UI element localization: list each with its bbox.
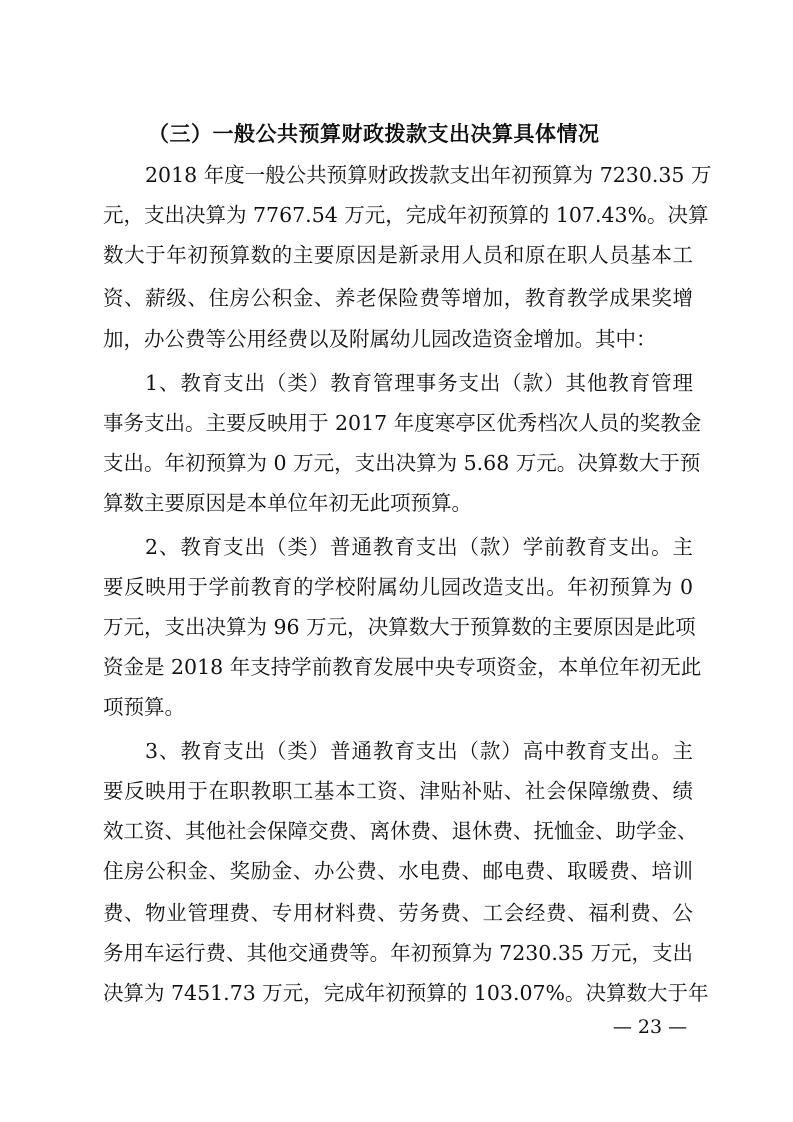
paragraph-4-line-4: 住房公积金、奖励金、办公费、水电费、邮电费、取暖费、培训 — [103, 859, 693, 883]
paragraph-3-line-5: 项预算。 — [103, 695, 185, 719]
section-heading: （三）一般公共预算财政拨款支出决算具体情况 — [148, 121, 600, 146]
paragraph-2-line-3: 支出。年初预算为 0 万元，支出决算为 5.68 万元。决算数大于预 — [103, 451, 701, 475]
paragraph-1-line-3: 数大于年初预算数的主要原因是新录用人员和原在职人员基本工 — [103, 243, 693, 267]
paragraph-2-line-4: 算数主要原因是本单位年初无此项预算。 — [103, 491, 472, 515]
paragraph-3-line-2: 要反映用于学前教育的学校附属幼儿园改造支出。年初预算为 0 — [103, 575, 693, 599]
paragraph-1-line-1: 2018 年度一般公共预算财政拨款支出年初预算为 7230.35 万 — [145, 163, 712, 187]
paragraph-1-line-5: 加，办公费等公用经费以及附属幼儿园改造资金增加。其中： — [103, 327, 657, 351]
paragraph-1-line-2: 元，支出决算为 7767.54 万元，完成年初预算的 107.43%。决算 — [103, 203, 709, 227]
page-number: — 23 — — [612, 1016, 688, 1038]
paragraph-3-line-4: 资金是 2018 年支持学前教育发展中央专项资金，本单位年初无此 — [103, 655, 702, 679]
paragraph-3-line-1: 2、教育支出（类）普通教育支出（款）学前教育支出。主 — [145, 535, 693, 559]
paragraph-4-line-3: 效工资、其他社会保障交费、离休费、退休费、抚恤金、助学金、 — [103, 819, 698, 843]
paragraph-4-line-5: 费、物业管理费、专用材料费、劳务费、工会经费、福利费、公 — [103, 901, 693, 925]
paragraph-2-line-1: 1、教育支出（类）教育管理事务支出（款）其他教育管理 — [145, 371, 693, 395]
paragraph-4-line-7: 决算为 7451.73 万元，完成年初预算的 103.07%。决算数大于年 — [103, 981, 709, 1005]
paragraph-4-line-1: 3、教育支出（类）普通教育支出（款）高中教育支出。主 — [145, 739, 693, 763]
paragraph-4-line-2: 要反映用于在职教职工基本工资、津贴补贴、社会保障缴费、绩 — [103, 779, 693, 803]
paragraph-4-line-6: 务用车运行费、其他交通费等。年初预算为 7230.35 万元，支出 — [103, 941, 693, 965]
paragraph-1-line-4: 资、薪级、住房公积金、养老保险费等增加，教育教学成果奖增 — [103, 286, 693, 310]
paragraph-2-line-2: 事务支出。主要反映用于 2017 年度寒亭区优秀档次人员的奖教金 — [103, 411, 702, 435]
paragraph-3-line-3: 万元，支出决算为 96 万元，决算数大于预算数的主要原因是此项 — [103, 615, 696, 639]
